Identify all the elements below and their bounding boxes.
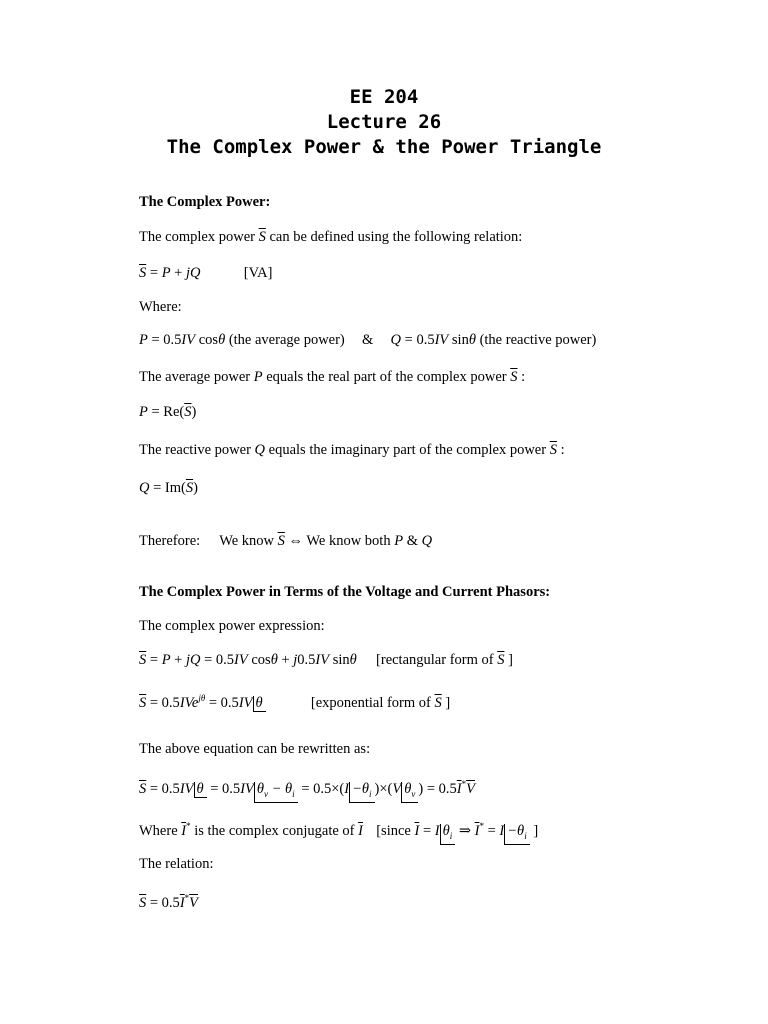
paragraph-reactive-power: The reactive power Q equals the imaginary part of the complex power $\overline{S}$ : [139,442,565,458]
paragraph-definition: The complex power $\overline{S}$ can be defined using the following relation: [139,229,523,245]
implies-arrow: ⇒ [458,822,472,839]
text: & [406,533,418,549]
iff-arrow: ⇔ [288,533,303,549]
text: [since [376,822,411,839]
lecture-title: The Complex Power & the Power Triangle [166,136,602,158]
conjugate-line: Where $\overline{I}^*$ is the complex conjugate of $\overline{I}$ [since $\overline{I} = I$ $\theta_i$ ⇒ $\overline{I}^* = I -\theta_i$ ] [139,817,538,845]
text: is the complex conjugate of [194,822,355,839]
text: equals the real part of the complex power [266,369,507,385]
section-heading-phasors: The Complex Power in Terms of the Voltage and Current Phasors: [139,584,551,600]
text: (the reactive power) [479,332,597,348]
rewrite-intro: The above equation can be rewritten as: [139,741,371,757]
relation-label: The relation: [139,856,214,872]
equation-s-pq: $\overline{S} = P$ + jQ [VA] [139,265,273,281]
text: ] [533,822,539,839]
text: The complex power [139,229,255,245]
equation-rectangular: $\overline{S} = P$ + jQ = 0.5IV cosθ + j0.5IV sinθ [rectangular form of $\overline{S}$ ] [139,652,513,668]
text: The reactive power [139,442,251,458]
text: We know both [306,533,391,549]
equation-relation: $\overline{S} = 0.5\overline{I}^*\overline{V}$ [139,893,199,911]
text: [rectangular form of [376,652,494,668]
unit: [VA] [243,265,273,281]
text: Therefore: [139,533,201,549]
where-label: Where: [139,299,182,315]
text: The average power [139,369,251,385]
therefore-line: Therefore: We know $\overline{S}$ ⇔ We know both P & Q [139,533,433,549]
text: (the average power) [228,332,345,348]
equation-p-q: P = 0.5IV cosθ (the average power) & Q = 0.5IV sinθ (the reactive power) [139,332,597,348]
equation-exponential: $\overline{S} = 0.5IVe^{j\theta} = 0.5IV$ θ [exponential form of $\overline{S}$ ] [139,693,451,711]
expression-intro: The complex power expression: [139,618,325,634]
text: [exponential form of [310,694,431,711]
text: ] [508,652,513,668]
lecture-number: Lecture 26 [326,111,442,133]
text: Where [139,822,178,839]
section-heading-complex-power: The Complex Power: [139,194,271,210]
course-code: EE 204 [349,86,419,108]
equation-q-im: $Q = Im(\overline{S})$ [139,480,198,496]
equation-rewritten: $\overline{S} = 0.5IV$ θ = 0.5IV $\theta_v - \theta_i = 0.5\times(I -\theta_i$ )×(V $\theta_v$ ) = $0.5\overline{I}^*\overline{V}$ [139,775,475,803]
text: ] [445,694,451,711]
text: can be defined using the following relation: [269,229,523,245]
text: equals the imaginary part of the complex power [268,442,547,458]
paragraph-average-power: The average power P equals the real part of the complex power $\overline{S}$ : [139,369,526,385]
equation-p-re: $P = Re(\overline{S})$ [139,404,197,420]
text: We know [219,533,274,549]
text: & [362,332,374,348]
